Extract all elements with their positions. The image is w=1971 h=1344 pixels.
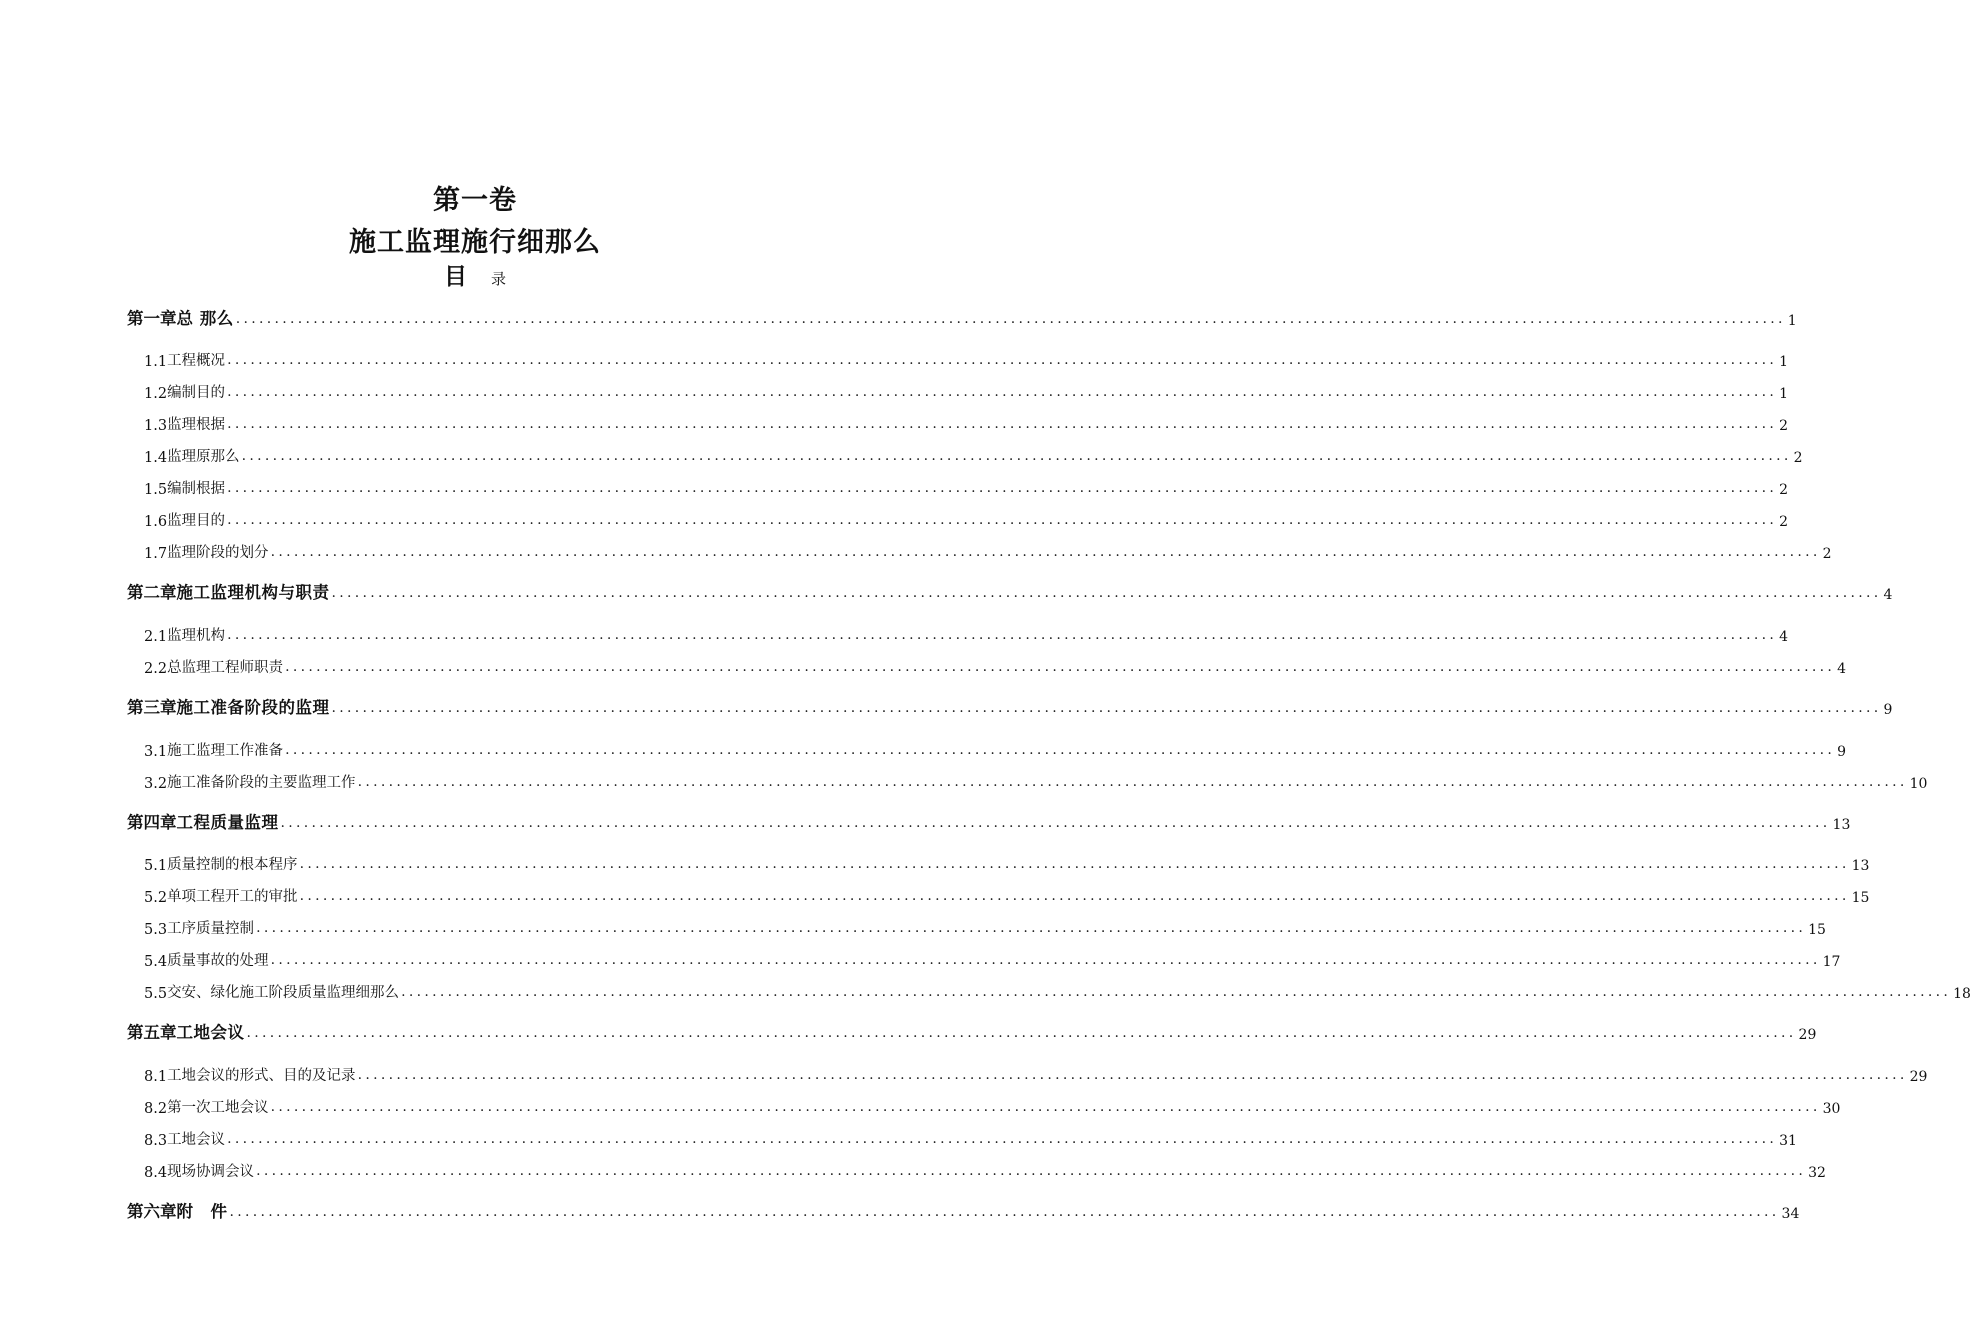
toc-entry-title: 施工准备阶段的监理 xyxy=(176,698,330,717)
toc-entry-title: 工地会议 xyxy=(176,1023,245,1042)
toc-entry-number: 8.3 xyxy=(144,1133,168,1149)
toc-dot-leader: ........................................................................................................................................................................................................ xyxy=(270,544,1821,560)
toc-entry-title: 工地会议 xyxy=(167,1132,226,1148)
toc-dot-leader: ........................................................................................................................................................................................................ xyxy=(227,1131,1778,1147)
toc-entry-number: 3.1 xyxy=(144,744,168,760)
toc-section-entry xyxy=(127,378,1789,402)
toc-entry-number: 8.4 xyxy=(144,1165,168,1181)
toc-entry-title: 监理阶段的划分 xyxy=(167,545,269,561)
toc-entry-title: 编制根据 xyxy=(167,481,226,497)
toc-heading xyxy=(0,258,950,291)
toc-dot-leader: ........................................................................................................................................................................................................ xyxy=(256,920,1807,936)
toc-section-entry xyxy=(127,506,1789,530)
toc-section-entry xyxy=(127,914,1826,938)
toc-chapter-entry xyxy=(127,694,1893,718)
toc-section-entry xyxy=(127,736,1847,760)
toc-dot-leader: ........................................................................................................................................................................................................ xyxy=(331,700,1882,716)
toc-entry-number: 8.2 xyxy=(144,1101,168,1117)
toc-chapter-entry xyxy=(127,1198,1800,1222)
toc-dot-leader: ........................................................................................................................................................................................................ xyxy=(270,1099,1821,1115)
toc-dot-leader: ........................................................................................................................................................................................................ xyxy=(357,1067,1908,1083)
toc-page-number: 32 xyxy=(1808,1165,1826,1181)
toc-section-entry xyxy=(127,653,1847,677)
toc-page-number: 15 xyxy=(1851,890,1870,906)
toc-page-number: 15 xyxy=(1808,922,1826,938)
toc-entry-title: 工序质量控制 xyxy=(167,921,255,937)
toc-entry-title: 施工监理工作准备 xyxy=(167,743,284,759)
toc-page-number: 2 xyxy=(1779,514,1789,530)
toc-page-number: 34 xyxy=(1781,1206,1800,1222)
toc-entry-number: 第五章 xyxy=(127,1023,177,1042)
toc-page-number: 13 xyxy=(1851,858,1870,874)
toc-page-number: 10 xyxy=(1909,776,1928,792)
toc-entry-number: 1.6 xyxy=(144,514,168,530)
toc-chapter-entry xyxy=(127,579,1893,603)
toc-chapter-entry xyxy=(127,305,1797,329)
toc-entry-number: 1.7 xyxy=(144,546,168,562)
toc-entry-title: 监理原那么 xyxy=(167,449,240,465)
toc-entry-title: 总监理工程师职责 xyxy=(167,660,284,676)
toc-page-number: 29 xyxy=(1798,1027,1817,1043)
toc-section-entry xyxy=(127,410,1789,434)
toc-dot-leader: ........................................................................................................................................................................................................ xyxy=(229,1204,1780,1220)
toc-entry-number: 5.1 xyxy=(144,858,168,874)
toc-entry-number: 1.4 xyxy=(144,450,168,466)
toc-dot-leader: ........................................................................................................................................................................................................ xyxy=(227,416,1778,432)
toc-entry-title: 施工监理机构与职责 xyxy=(176,583,330,602)
toc-page-number: 4 xyxy=(1779,629,1789,645)
toc-section-entry xyxy=(127,621,1789,645)
toc-entry-number: 第六章 xyxy=(127,1202,177,1221)
toc-entry-title: 施工准备阶段的主要监理工作 xyxy=(167,775,356,791)
toc-chapter-entry xyxy=(127,809,1851,833)
toc-section-entry xyxy=(127,850,1870,874)
toc-entry-number: 第二章 xyxy=(127,583,177,602)
toc-dot-leader: ........................................................................................................................................................................................................ xyxy=(270,952,1821,968)
toc-page-number: 1 xyxy=(1779,386,1789,402)
toc-entry-number: 5.2 xyxy=(144,890,168,906)
toc-entry-number: 第四章 xyxy=(127,813,177,832)
toc-page-number: 13 xyxy=(1832,817,1851,833)
toc-chapter-entry xyxy=(127,1019,1817,1043)
toc-dot-leader: ........................................................................................................................................................................................................ xyxy=(227,480,1778,496)
toc-entry-number: 8.1 xyxy=(144,1069,168,1085)
toc-section-entry xyxy=(127,768,1928,792)
toc-section-entry xyxy=(127,978,1971,1002)
toc-dot-leader: ........................................................................................................................................................................................................ xyxy=(246,1025,1797,1041)
toc-dot-leader: ........................................................................................................................................................................................................ xyxy=(401,984,1952,1000)
toc-entry-number: 第三章 xyxy=(127,698,177,717)
toc-entry-title: 工程质量监理 xyxy=(176,813,279,832)
toc-entry-title: 工地会议的形式、目的及记录 xyxy=(167,1068,356,1084)
toc-section-entry xyxy=(127,1125,1797,1149)
toc-page-number: 9 xyxy=(1837,744,1847,760)
toc-page-number: 2 xyxy=(1793,450,1803,466)
toc-dot-leader: ........................................................................................................................................................................................................ xyxy=(299,856,1850,872)
toc-entry-number: 2.2 xyxy=(144,661,168,677)
toc-dot-leader: ........................................................................................................................................................................................................ xyxy=(331,585,1882,601)
toc-page-number: 30 xyxy=(1822,1101,1841,1117)
toc-section-entry xyxy=(127,1093,1841,1117)
toc-dot-leader: ........................................................................................................................................................................................................ xyxy=(280,815,1831,831)
toc-section-entry xyxy=(127,882,1870,906)
toc-section-entry xyxy=(127,474,1789,498)
toc-page-number: 4 xyxy=(1837,661,1847,677)
toc-entry-number: 2.1 xyxy=(144,629,168,645)
toc-dot-leader: ........................................................................................................................................................................................................ xyxy=(256,1163,1807,1179)
toc-dot-leader: ........................................................................................................................................................................................................ xyxy=(241,448,1792,464)
toc-page-number: 1 xyxy=(1787,313,1797,329)
toc-entry-title: 编制目的 xyxy=(167,385,226,401)
toc-page-number: 18 xyxy=(1953,986,1971,1002)
toc-entry-title: 监理根据 xyxy=(167,417,226,433)
toc-entry-title: 监理机构 xyxy=(167,628,226,644)
toc-entry-number: 1.1 xyxy=(144,354,168,370)
toc-page-number: 9 xyxy=(1883,702,1893,718)
toc-section-entry xyxy=(127,346,1789,370)
toc-entry-title: 监理目的 xyxy=(167,513,226,529)
toc-page-number: 2 xyxy=(1779,482,1789,498)
toc-heading-char-1: 目 xyxy=(443,263,467,290)
toc-entry-title: 工程概况 xyxy=(167,353,226,369)
toc-page-number: 4 xyxy=(1883,587,1893,603)
toc-dot-leader: ........................................................................................................................................................................................................ xyxy=(227,352,1778,368)
toc-page-number: 2 xyxy=(1822,546,1832,562)
toc-entry-title: 交安、绿化施工阶段质量监理细那么 xyxy=(167,985,400,1001)
toc-entry-title: 附 件 xyxy=(176,1202,228,1221)
toc-page-number: 1 xyxy=(1779,354,1789,370)
toc-dot-leader: ........................................................................................................................................................................................................ xyxy=(235,311,1786,327)
toc-entry-title: 总 那么 xyxy=(176,309,234,328)
toc-page-number: 2 xyxy=(1779,418,1789,434)
toc-entry-title: 质量控制的根本程序 xyxy=(167,857,298,873)
toc-dot-leader: ........................................................................................................................................................................................................ xyxy=(285,742,1836,758)
toc-entry-title: 现场协调会议 xyxy=(167,1164,255,1180)
toc-section-entry xyxy=(127,538,1832,562)
toc-entry-number: 1.2 xyxy=(144,386,168,402)
toc-entry-number: 3.2 xyxy=(144,776,168,792)
toc-entry-number: 5.3 xyxy=(144,922,168,938)
toc-entry-number: 第一章 xyxy=(127,309,177,328)
toc-section-entry xyxy=(127,1157,1826,1181)
toc-entry-number: 5.5 xyxy=(144,986,168,1002)
toc-dot-leader: ........................................................................................................................................................................................................ xyxy=(299,888,1850,904)
toc-dot-leader: ........................................................................................................................................................................................................ xyxy=(357,774,1908,790)
toc-dot-leader: ........................................................................................................................................................................................................ xyxy=(227,512,1778,528)
volume-title: 第一卷 xyxy=(433,185,517,216)
toc-entry-title: 第一次工地会议 xyxy=(167,1100,269,1116)
toc-section-entry xyxy=(127,946,1841,970)
toc-entry-number: 1.3 xyxy=(144,418,168,434)
toc-section-entry xyxy=(127,1061,1928,1085)
toc-dot-leader: ........................................................................................................................................................................................................ xyxy=(227,627,1778,643)
toc-page-number: 31 xyxy=(1779,1133,1797,1149)
toc-entry-number: 1.5 xyxy=(144,482,168,498)
toc-entry-number: 5.4 xyxy=(144,954,168,970)
toc-dot-leader: ........................................................................................................................................................................................................ xyxy=(285,659,1836,675)
toc-page-number: 17 xyxy=(1822,954,1841,970)
toc-section-entry xyxy=(127,442,1803,466)
toc-page-number: 29 xyxy=(1909,1069,1928,1085)
document-title: 施工监理施行细那么 xyxy=(349,227,601,258)
toc-entry-title: 质量事故的处理 xyxy=(167,953,269,969)
toc-dot-leader: ........................................................................................................................................................................................................ xyxy=(227,384,1778,400)
toc-entry-title: 单项工程开工的审批 xyxy=(167,889,298,905)
toc-heading-char-2: 录 xyxy=(490,270,506,288)
